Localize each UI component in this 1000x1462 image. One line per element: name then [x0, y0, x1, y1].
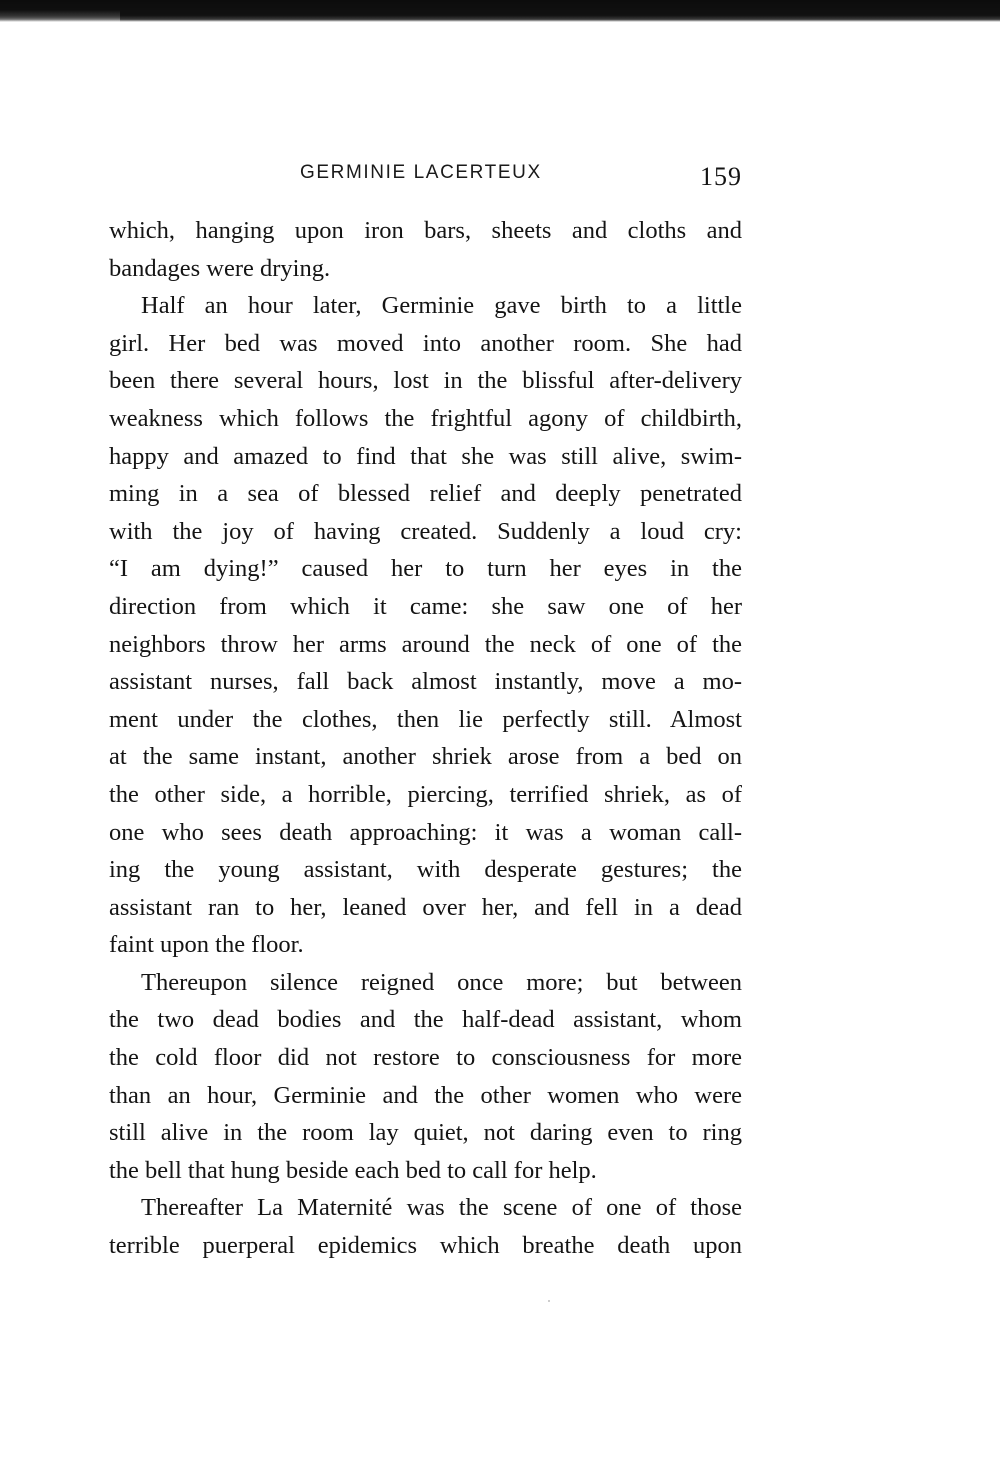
text-line: the two dead bodies and the half-dead assistant, whom: [109, 1006, 742, 1034]
text-line: Thereafter La Maternité was the scene of one of those: [141, 1194, 742, 1222]
paragraph: [109, 212, 742, 287]
text-line: neighbors throw her arms around the neck of one of the: [109, 630, 742, 658]
paragraph: [109, 964, 742, 1190]
body-text: [109, 212, 742, 1265]
text-line: terrible puerperal epidemics which breathe death upon: [109, 1232, 742, 1260]
text-line: weakness which follows the frightful agony of childbirth,: [109, 404, 742, 432]
text-line: which, hanging upon iron bars, sheets and cloths and: [109, 217, 742, 244]
scan-edge-shadow: [0, 0, 1000, 22]
paragraph: [109, 1189, 742, 1264]
text-line: direction from which it came: she saw one of her: [109, 592, 742, 620]
scan-speck: [548, 1300, 550, 1302]
text-line: the cold floor did not restore to consciousness for more: [109, 1044, 742, 1072]
text-line: still alive in the room lay quiet, not daring even to ring: [109, 1119, 742, 1147]
text-line: faint upon the floor.: [109, 931, 304, 959]
text-line: with the joy of having created. Suddenly a loud cry:: [109, 517, 742, 545]
text-line: girl. Her bed was moved into another room. She had: [109, 329, 742, 357]
text-line: at the same instant, another shriek arose from a bed on: [109, 743, 742, 771]
text-line: “I am dying!” caused her to turn her eyes in the: [109, 555, 742, 583]
text-line: assistant nurses, fall back almost instantly, move a mo-: [109, 668, 742, 696]
text-line: one who sees death approaching: it was a woman call-: [109, 818, 742, 846]
running-head: [108, 160, 742, 194]
text-line: assistant ran to her, leaned over her, and fell in a dead: [109, 893, 742, 921]
page-number: 159: [700, 162, 742, 191]
text-line: than an hour, Germinie and the other women who were: [109, 1081, 742, 1109]
text-line: been there several hours, lost in the blissful after-delivery: [109, 367, 742, 395]
text-line: bandages were drying.: [109, 254, 331, 282]
text-line: Thereupon silence reigned once more; but between: [141, 968, 742, 996]
running-title: GERMINIE LACERTEUX: [300, 162, 542, 183]
text-line: ing the young assistant, with desperate gestures; the: [109, 856, 742, 884]
paragraph: [109, 287, 742, 964]
text-line: the bell that hung beside each bed to call for help.: [109, 1156, 597, 1184]
text-line: Half an hour later, Germinie gave birth to a little: [141, 292, 742, 320]
text-line: ment under the clothes, then lie perfectly still. Almost: [109, 705, 742, 733]
text-line: happy and amazed to find that she was still alive, swim-: [109, 442, 742, 470]
text-line: ming in a sea of blessed relief and deeply penetrated: [109, 480, 742, 508]
text-line: the other side, a horrible, piercing, terrified shriek, as of: [109, 780, 742, 808]
